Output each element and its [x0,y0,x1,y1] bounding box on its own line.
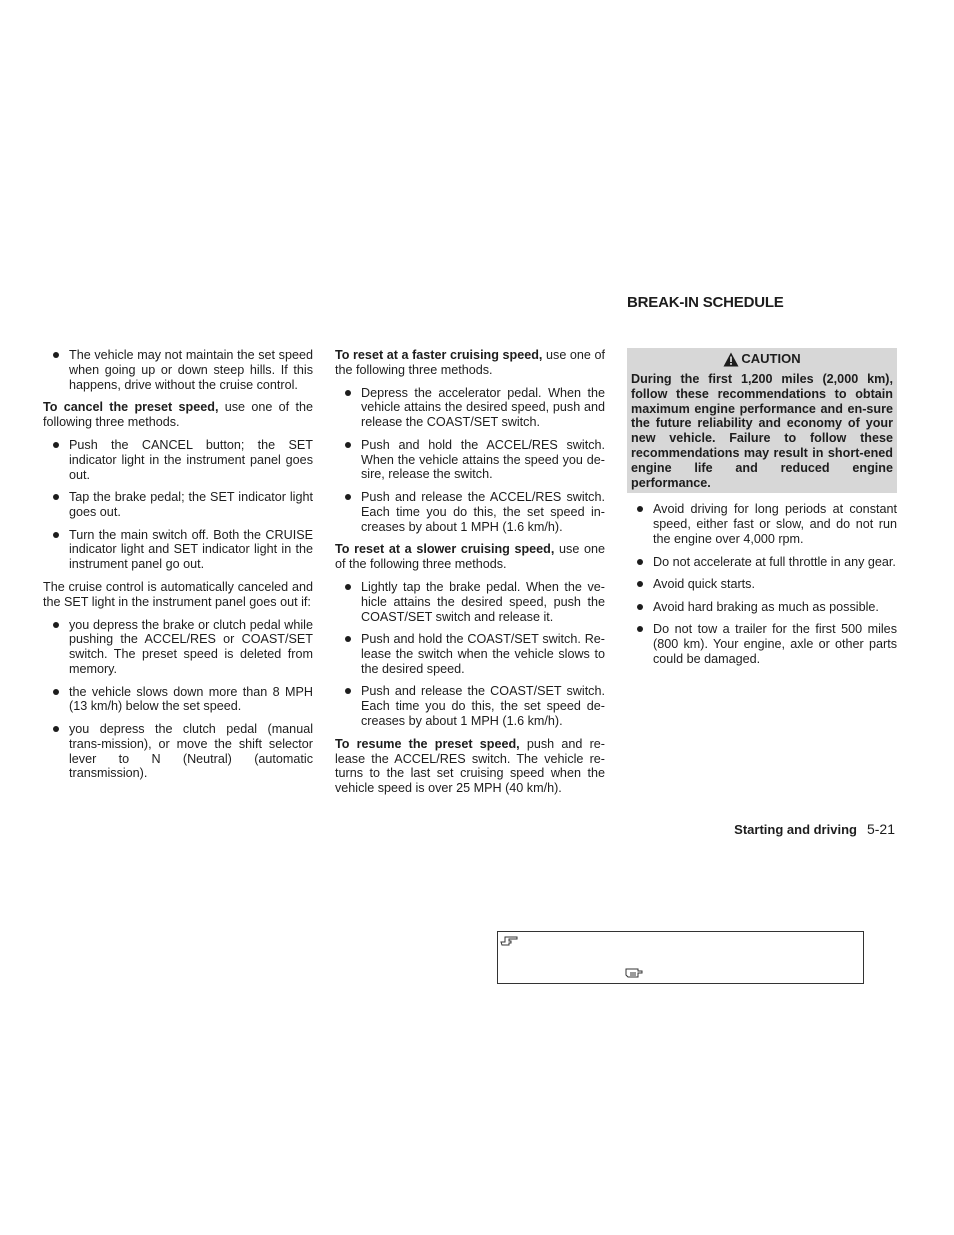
list-item: Turn the main switch off. Both the CRUISE indicator light and SET indicator light in the instrument panel go out. [43,528,313,572]
pointing-hand-icon [500,933,518,947]
list-item: you depress the clutch pedal (manual trans-mission), or move the shift selector lever to N (Neutral) (automatic transmission). [43,722,313,781]
break-in-bullet-list [627,502,897,666]
list-item: Push the CANCEL button; the SET indicator light in the instrument panel goes out. [43,438,313,482]
bullet-icon [53,352,59,358]
column-1 [43,348,313,789]
list-item: the vehicle slows down more than 8 MPH (13 km/h) below the set speed. [43,685,313,715]
slower-lead: To reset at a slower cruising speed, [335,542,555,557]
section-title: BREAK-IN SCHEDULE [627,294,784,311]
bullet-icon [345,442,351,448]
cancel-lead: To cancel the preset speed, [43,400,219,415]
cancel-bullet-list [43,438,313,572]
page-number: 5-21 [866,821,895,837]
bullet-icon [53,532,59,538]
bullet-icon [53,622,59,628]
list-item: Avoid hard braking as much as possible. [627,600,897,615]
resume-lead: To resume the preset speed, [335,736,520,751]
list-item: Push and release the COAST/SET switch. Each time you do this, the set speed de-creases by about 1 MPH (1.6 km/h). [335,684,605,728]
bullet-icon [345,494,351,500]
intro-bullet-list [43,348,313,392]
list-item: Lightly tap the brake pedal. When the ve-hicle attains the desired speed, push the COAST/SET switch and release it. [335,580,605,624]
bullet-icon [637,581,643,587]
auto-cancel-bullet-list [43,618,313,782]
footer-section-name: Starting and driving [734,822,857,837]
page-footer [734,822,895,838]
note-box [497,931,864,984]
list-item: Avoid quick starts. [627,577,897,592]
bullet-icon [637,559,643,565]
bullet-icon [637,626,643,632]
list-item: Avoid driving for long periods at constant speed, either fast or slow, and do not run the engine over 4,000 rpm. [627,502,897,546]
faster-lead: To reset at a faster cruising speed, [335,348,543,362]
bullet-icon [345,584,351,590]
auto-cancel-paragraph: The cruise control is automatically canceled and the SET light in the instrument panel goes out if: [43,579,313,609]
bullet-icon [637,604,643,610]
list-item: Push and hold the COAST/SET switch. Re-lease the switch when the vehicle slows to the desired speed. [335,632,605,676]
slower-bullet-list [335,580,605,729]
bullet-icon [53,494,59,500]
resume-paragraph: To resume the preset speed, push and re-lease the ACCEL/RES switch. The vehicle re-turns to the last set cruising speed when the vehicle speed is over 25 MPH (40 km/h). [335,736,605,796]
pointing-hand-icon [625,966,643,979]
caution-heading [631,352,893,367]
column-2 [335,348,605,804]
bullet-icon [345,636,351,642]
bullet-icon [53,689,59,695]
faster-paragraph: To reset at a faster cruising speed, use one of the following three methods. [335,348,605,377]
bullet-icon [53,726,59,732]
list-item: Push and release the ACCEL/RES switch. Each time you do this, the set speed in-creases by about 1 MPH (1.6 km/h). [335,490,605,534]
slower-paragraph: To reset at a slower cruising speed, use one of the following three methods. [335,542,605,572]
list-item: Do not accelerate at full throttle in any gear. [627,555,897,570]
column-3 [627,348,897,675]
list-item: The vehicle may not maintain the set speed when going up or down steep hills. If this happens, drive without the cruise control. [43,348,313,392]
warning-triangle-icon [723,352,739,367]
list-item: Depress the accelerator pedal. When the vehicle attains the desired speed, push and release the COAST/SET switch. [335,386,605,430]
bullet-icon [345,688,351,694]
bullet-icon [345,390,351,396]
list-item: you depress the brake or clutch pedal while pushing the ACCEL/RES or COAST/SET switch. The preset speed is deleted from memory. [43,618,313,677]
faster-bullet-list [335,386,605,535]
caution-box [627,348,897,493]
list-item: Tap the brake pedal; the SET indicator light goes out. [43,490,313,520]
bullet-icon [53,442,59,448]
list-item: Do not tow a trailer for the first 500 miles (800 km). Your engine, axle or other parts could be damaged. [627,622,897,666]
caution-text: During the first 1,200 miles (2,000 km), follow these recommendations to obtain maximum engine performance and en-sure the future reliability and economy of your new vehicle. Failure to follow these recommendations may result in short-ened engine life and reduced engine performance. [631,372,893,490]
list-item: Push and hold the ACCEL/RES switch. When the vehicle attains the speed you de-sire, release the switch. [335,438,605,482]
caution-label: CAUTION [741,351,801,367]
cancel-paragraph: To cancel the preset speed, use one of the following three methods. [43,400,313,430]
bullet-icon [637,506,643,512]
